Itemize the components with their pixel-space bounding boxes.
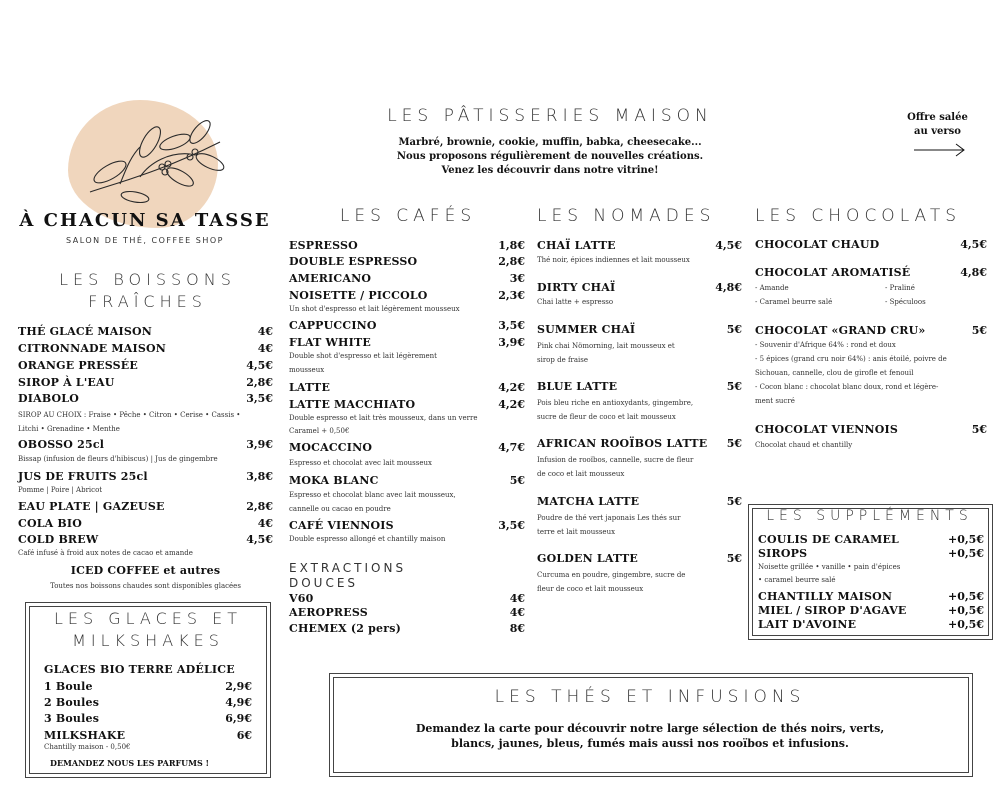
iced-coffee-label: ICED COFFEE et autres — [70, 564, 221, 577]
menu-item: JUS DE FRUITS 25cl 3,8€ — [18, 470, 273, 483]
menu-item: DIABOLO 3,5€ — [18, 392, 273, 405]
menu-item: MOKA BLANC 5€ — [289, 474, 525, 487]
menu-item: SIROPS +0,5€ — [758, 547, 984, 560]
brand-name: À CHACUN SA TASSE — [19, 210, 271, 231]
menu-item: AFRICAN ROOÏBOS LATTE 5€ — [537, 437, 742, 450]
menu-item: MILKSHAKE 6€ — [44, 729, 252, 742]
boissons-title-1: LES BOISSONS — [59, 270, 236, 289]
glaces-title-2: MILKSHAKES — [72, 631, 224, 650]
item-description: Chantilly maison - 0,50€ — [44, 743, 131, 751]
menu-item: LATTE 4,2€ — [289, 381, 525, 394]
patisseries-line-2: Nous proposons régulièrement de nouvelles créations. — [396, 151, 704, 162]
menu-item: COLD BREW 4,5€ — [18, 533, 273, 546]
item-description: - Caramel beurre salé — [755, 298, 833, 306]
item-description: - Praliné — [885, 284, 915, 292]
glaces-footer: DEMANDEZ NOUS LES PARFUMS ! — [50, 758, 210, 768]
item-description: sirop de fraise — [537, 356, 589, 364]
menu-item: CHOCOLAT VIENNOIS 5€ — [755, 423, 987, 436]
offre-line-2: au verso — [914, 126, 961, 137]
item-description: mousseux — [289, 366, 325, 374]
brand-tagline: SALON DE THÉ, COFFEE SHOP — [66, 236, 224, 245]
offre-line-1: Offre salée — [907, 112, 968, 123]
item-description: Double shot d'espresso et lait légèrement — [289, 352, 437, 360]
item-description: Un shot d'espresso et lait légèrement mousseux — [289, 305, 460, 313]
item-description: Espresso et chocolat avec lait mousseux — [289, 459, 432, 467]
item-description: Café infusé à froid aux notes de cacao et amande — [18, 549, 193, 557]
menu-item: OBOSSO 25cl 3,9€ — [18, 438, 273, 451]
menu-item: V60 4€ — [289, 592, 525, 605]
menu-item: CAPPUCCINO 3,5€ — [289, 319, 525, 332]
menu-item: NOISETTE / PICCOLO 2,3€ — [289, 289, 525, 302]
menu-item: COLA BIO 4€ — [18, 517, 273, 530]
menu-item: CAFÉ VIENNOIS 3,5€ — [289, 519, 525, 532]
item-description: Sichouan, cannelle, clou de girofle et fenouil — [755, 369, 914, 377]
menu-item: COULIS DE CARAMEL +0,5€ — [758, 533, 984, 546]
chocolats-title: LES CHOCOLATS — [755, 206, 962, 226]
menu-item: CHOCOLAT CHAUD 4,5€ — [755, 238, 987, 251]
thes-line-1: Demandez la carte pour découvrir notre large sélection de thés noirs, verts, — [415, 722, 885, 735]
item-description: SIROP AU CHOIX : Fraise • Pêche • Citron • Cerise • Cassis • — [18, 411, 241, 419]
menu-item: 3 Boules 6,9€ — [44, 712, 252, 725]
menu-item: EAU PLATE | GAZEUSE 2,8€ — [18, 500, 273, 513]
boissons-title-2: FRAÎCHES — [88, 292, 207, 311]
item-description: - Spéculoos — [885, 298, 926, 306]
iced-note: Toutes nos boissons chaudes sont disponibles glacées — [50, 582, 241, 590]
menu-item: AEROPRESS 4€ — [289, 606, 525, 619]
menu-item: LATTE MACCHIATO 4,2€ — [289, 398, 525, 411]
item-description: Poudre de thé vert japonais Les thés sur — [537, 514, 681, 522]
menu-item: CHAÏ LATTE 4,5€ — [537, 239, 742, 252]
menu-item: THÉ GLACÉ MAISON 4€ — [18, 325, 273, 338]
cafes-title: LES CAFÉS — [339, 206, 477, 226]
patisseries-line-1: Marbré, brownie, cookie, muffin, babka, cheesecake... — [398, 137, 702, 148]
menu-item: MOCACCINO 4,7€ — [289, 441, 525, 454]
item-description: Espresso et chocolat blanc avec lait mousseux, — [289, 491, 456, 499]
menu-item: CHOCOLAT AROMATISÉ 4,8€ — [755, 266, 987, 279]
item-description: Double espresso et lait très mousseux, dans un verre — [289, 414, 478, 422]
menu-item: SUMMER CHAÏ 5€ — [537, 323, 742, 336]
menu-item: GOLDEN LATTE 5€ — [537, 552, 742, 565]
menu-item: MIEL / SIROP D'AGAVE +0,5€ — [758, 604, 984, 617]
patisseries-line-3: Venez les découvrir dans notre vitrine! — [441, 165, 659, 176]
menu-item: 1 Boule 2,9€ — [44, 680, 252, 693]
item-description: sucre de fleur de coco et lait mousseux — [537, 413, 676, 421]
coffee-branch-icon — [80, 112, 230, 222]
menu-item: DOUBLE ESPRESSO 2,8€ — [289, 255, 525, 268]
menu-item: CHANTILLY MAISON +0,5€ — [758, 590, 984, 603]
item-description: cannelle ou cacao en poudre — [289, 505, 391, 513]
menu-item: FLAT WHITE 3,9€ — [289, 336, 525, 349]
item-description: Curcuma en poudre, gingembre, sucre de — [537, 571, 686, 579]
item-description: - Amande — [755, 284, 789, 292]
item-description: ment sucré — [755, 397, 795, 405]
item-description: fleur de coco et lait mousseux — [537, 585, 644, 593]
menu-item: DIRTY CHAÏ 4,8€ — [537, 281, 742, 294]
item-description: - Souvenir d'Afrique 64% : rond et doux — [755, 341, 896, 349]
item-description: Chai latte + espresso — [537, 298, 614, 306]
item-description: de coco et lait mousseux — [537, 470, 625, 478]
item-description: Bissap (infusion de fleurs d'hibiscus) | Jus de gingembre — [18, 455, 218, 463]
glaces-title-1: LES GLACES ET — [53, 609, 242, 628]
menu-item: CHOCOLAT «GRAND CRU» 5€ — [755, 324, 987, 337]
menu-item: MATCHA LATTE 5€ — [537, 495, 742, 508]
item-description: Infusion de rooïbos, cannelle, sucre de fleur — [537, 456, 694, 464]
patisseries-title: LES PÂTISSERIES MAISON — [387, 106, 713, 126]
menu-item: CITRONNADE MAISON 4€ — [18, 342, 273, 355]
menu-item: SIROP À L'EAU 2,8€ — [18, 376, 273, 389]
item-description: Double espresso allongé et chantilly maison — [289, 535, 446, 543]
thes-line-2: blancs, jaunes, bleus, fumés mais aussi nos rooïbos et infusions. — [451, 737, 849, 750]
menu-item: AMERICANO 3€ — [289, 272, 525, 285]
item-description: Caramel + 0,50€ — [289, 427, 350, 435]
arrow-right-icon — [912, 141, 968, 159]
supplements-title: LES SUPPLÉMENTS — [766, 508, 973, 524]
menu-item: LAIT D'AVOINE +0,5€ — [758, 618, 984, 631]
menu-item: ORANGE PRESSÉE 4,5€ — [18, 359, 273, 372]
item-description: Chocolat chaud et chantilly — [755, 441, 853, 449]
extractions-title-1: EXTRACTIONS — [289, 561, 407, 575]
glaces-brand: GLACES BIO TERRE ADÉLICE — [44, 663, 235, 676]
item-description: Pomme | Poire | Abricot — [18, 486, 103, 494]
item-description: Litchi • Grenadine • Menthe — [18, 425, 120, 433]
extractions-title-2: DOUCES — [289, 576, 359, 590]
menu-item: ESPRESSO 1,8€ — [289, 239, 525, 252]
item-description: Pink chai Nömorning, lait mousseux et — [537, 342, 675, 350]
item-description: Thé noir, épices indiennes et lait mousseux — [537, 256, 690, 264]
menu-item: CHEMEX (2 pers) 8€ — [289, 622, 525, 635]
nomades-title: LES NOMADES — [537, 206, 716, 226]
menu-item: BLUE LATTE 5€ — [537, 380, 742, 393]
item-description: Pois bleu riche en antioxydants, gingembre, — [537, 399, 694, 407]
thes-title: LES THÉS ET INFUSIONS — [494, 687, 806, 707]
item-description: - Cocon blanc : chocolat blanc doux, rond et légère- — [755, 383, 939, 391]
item-description: Noisette grillée • vanille • pain d'épices — [758, 563, 901, 571]
item-description: - 5 épices (grand cru noir 64%) : anis étoilé, poivre de — [755, 355, 947, 363]
item-description: terre et lait mousseux — [537, 528, 616, 536]
menu-item: 2 Boules 4,9€ — [44, 696, 252, 709]
item-description: • caramel beurre salé — [758, 576, 836, 584]
